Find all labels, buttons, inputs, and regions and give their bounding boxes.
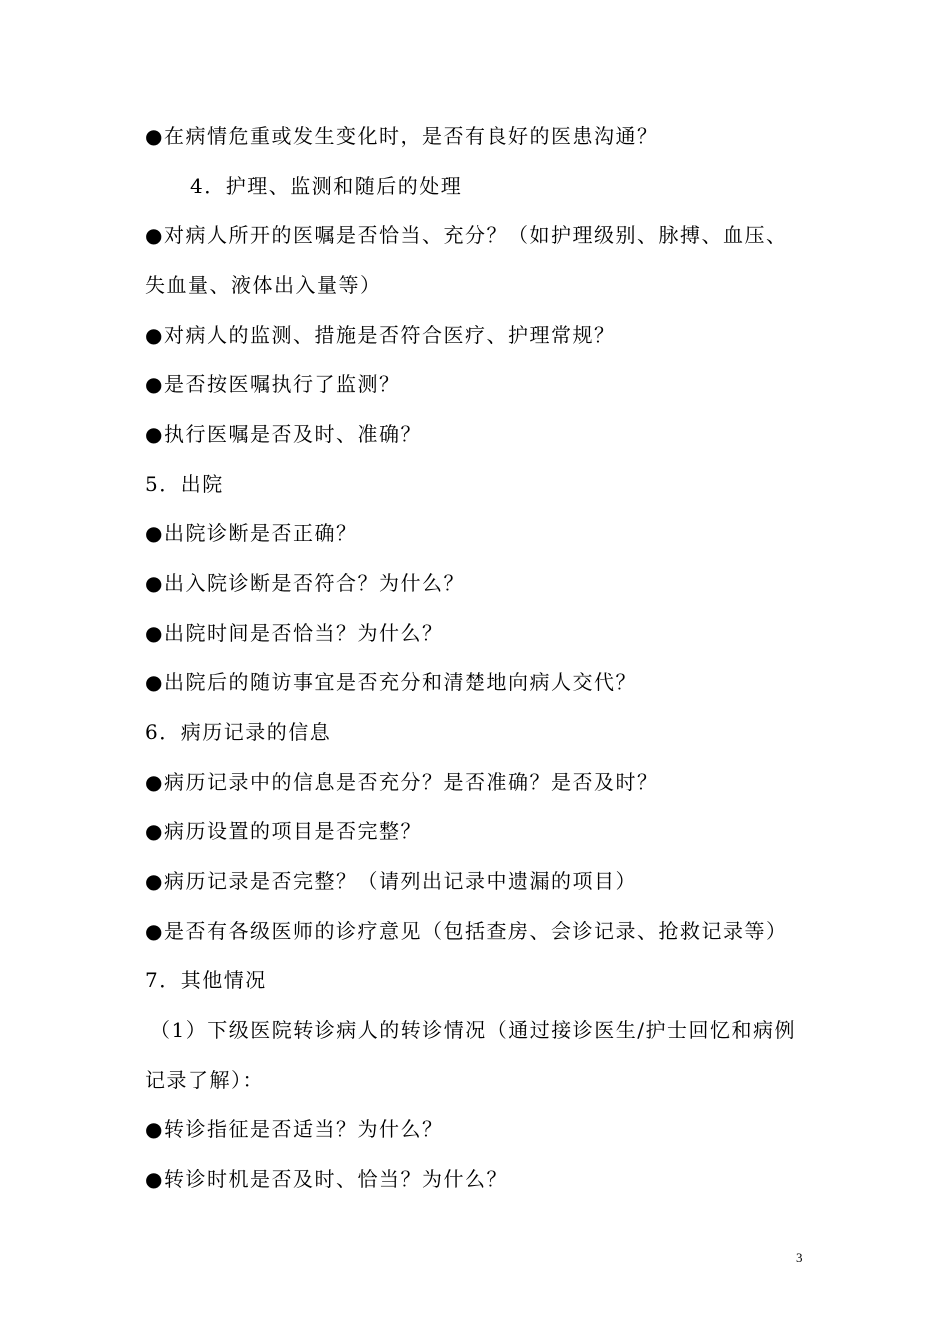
bullet-line-discharge-time: ●出院时间是否恰当？为什么？ <box>145 621 444 645</box>
section-heading-6: 6．病历记录的信息 <box>145 720 332 744</box>
bullet-line-physician-opinions: ●是否有各级医师的诊疗意见（包括查房、会诊记录、抢救记录等） <box>145 919 788 943</box>
section-heading-7: 7．其他情况 <box>145 968 267 992</box>
bullet-line-timely-orders: ●执行医嘱是否及时、准确？ <box>145 422 422 446</box>
continuation-line-orders: 失血量、液体出入量等） <box>145 273 382 297</box>
bullet-line-record-items: ●病历设置的项目是否完整？ <box>145 819 422 843</box>
bullet-line-follow-up: ●出院后的随访事宜是否充分和清楚地向病人交代？ <box>145 670 637 694</box>
bullet-line-referral-indication: ●转诊指征是否适当？为什么？ <box>145 1117 444 1141</box>
bullet-line-record-complete: ●病历记录是否完整？（请列出记录中遗漏的项目） <box>145 869 637 893</box>
bullet-line-communication: ●在病情危重或发生变化时，是否有良好的医患沟通？ <box>145 124 659 148</box>
bullet-line-orders: ●对病人所开的医嘱是否恰当、充分？（如护理级别、脉搏、血压、 <box>145 223 788 247</box>
section-heading-4: 4．护理、监测和随后的处理 <box>190 174 463 198</box>
section-heading-5: 5．出院 <box>145 472 224 496</box>
bullet-line-referral-timing: ●转诊时机是否及时、恰当？为什么？ <box>145 1167 508 1191</box>
bullet-line-monitoring: ●对病人的监测、措施是否符合医疗、护理常规？ <box>145 323 616 347</box>
bullet-line-executed-monitoring: ●是否按医嘱执行了监测？ <box>145 372 401 396</box>
subsection-line-referral: （1）下级医院转诊病人的转诊情况（通过接诊医生/护士回忆和病例 <box>150 1018 796 1042</box>
page-number: 3 <box>796 1250 803 1265</box>
bullet-line-discharge-diagnosis: ●出院诊断是否正确？ <box>145 521 358 545</box>
bullet-line-admission-discharge-match: ●出入院诊断是否符合？为什么？ <box>145 571 465 595</box>
bullet-line-record-info: ●病历记录中的信息是否充分？是否准确？是否及时？ <box>145 770 659 794</box>
continuation-line-referral: 记录了解）： <box>145 1068 264 1092</box>
